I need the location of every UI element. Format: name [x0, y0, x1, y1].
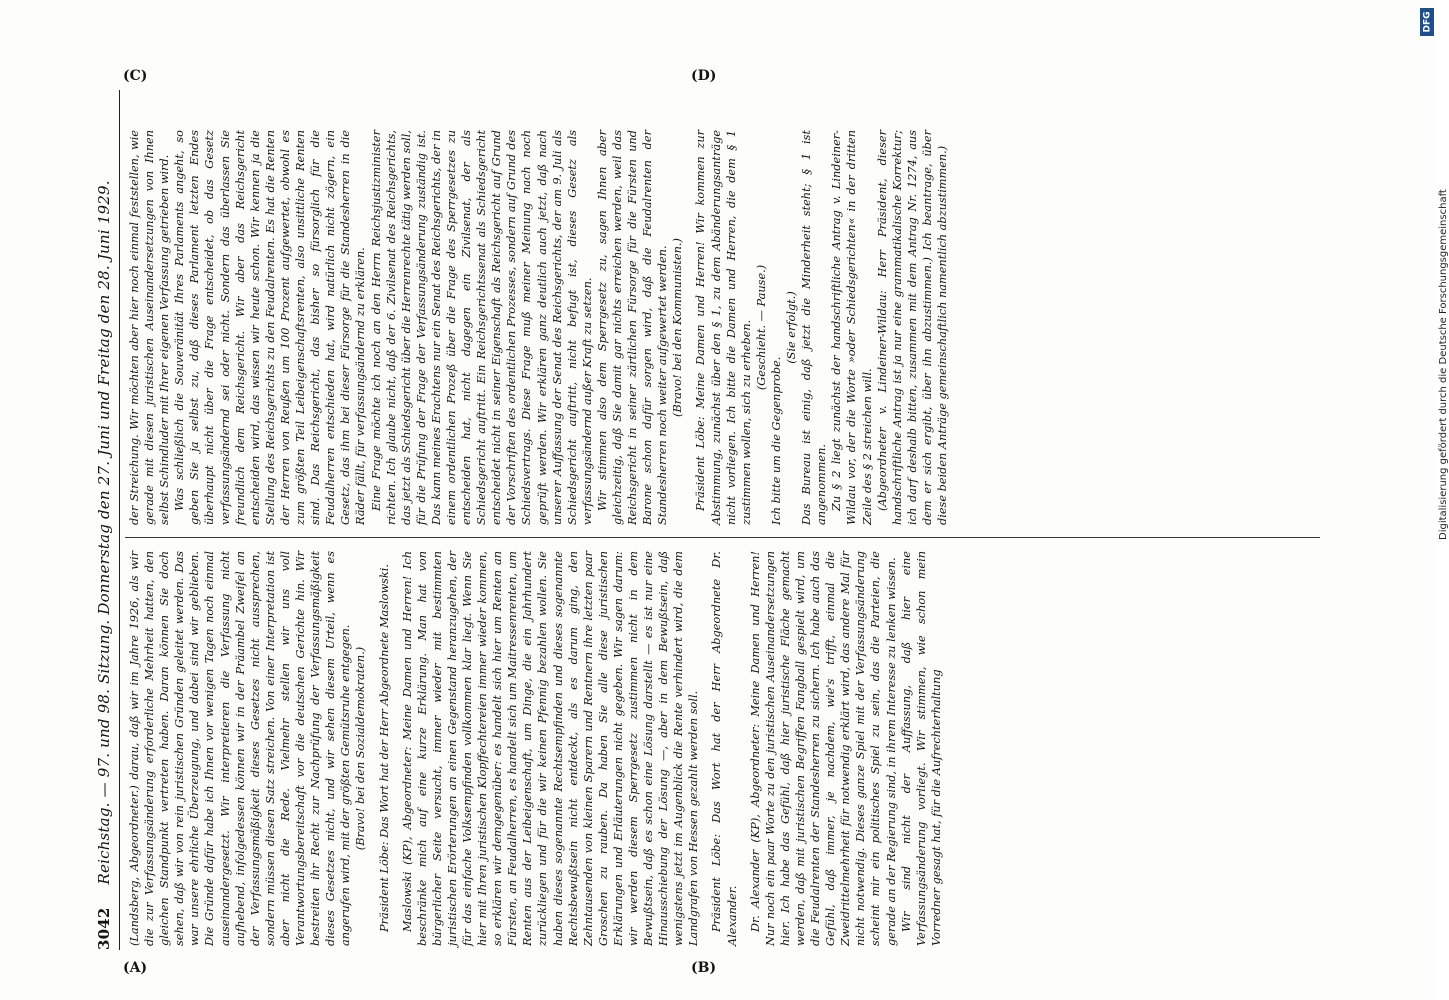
page-header — [95, 90, 117, 950]
paragraph: Wir sind nicht der Auffassung, daß hier eine Verfassungsänderung vorliegt. Wir stimmen, wie schon mein Vorredner gesagt hat, für die Aufrechterhaltung — [899, 551, 943, 946]
paragraph: Präsident Löbe: Das Wort hat der Herr Abgeordnete Dr. Alexander. — [710, 551, 739, 946]
rotated-page-content — [95, 68, 1325, 976]
paragraph: Dr. Alexander (KP), Abgeordneter: Meine Damen und Herren! Nur noch ein paar Worte zu den juristischen Auseinandersetzungen hier. Ich habe das Gefühl, daß hier juristische Fläche gemacht werden, daß mit juristischen Begriffen Fangball gespielt wird, um die Feudalrenten der Standesherren zu sichern. Ich habe auch das Gefühl, daß immer, je nachdem, wie's trifft, einmal die Zweidrittelmehrheit für notwendig erklärt wird, das andere Mal für nicht notwendig. Dieses ganze Spiel mit der Verfassungsänderung scheint mir ein politisches Spiel zu sein, das die Parteien, die gerade an der Regierung sind, in ihrem Interesse zu lenken wissen. — [748, 551, 898, 946]
paragraph: Was schließlich die Souveränität Ihres Parlaments angeht, so geben Sie ja selbst zu, daß dieses Parlament letzten Endes überhaupt nicht über die Frage entscheidet, ob das Gesetz verfassungsändernd sei oder nicht. Sondern das überlassen Sie freundlich dem Reichsgericht. Wir aber das Reichsgericht entscheiden wird, das wissen wir heute schon. Wir kennen ja die Stellung des Reichsgerichts zu den Feudalrenten. Es hat die Renten der Herren von Reußen um 100 Prozent aufgewertet, obwohl es zum größten Teil Leibeigenschaftsrenten, also unsittliche Renten sind. Das Reichsgericht, das bisher so fürsorglich für die Feudalherren entschieden hat, wird natürlich nicht zögern, ein Gesetz, das ihm bei dieser Fürsorge für die Standesherren in die Räder fällt, für verfassungsändernd zu erklären. — [173, 130, 368, 525]
session-title: Reichstag. — 97. und 98. Sitzung. Donnerstag den 27. Juni und Freitag den 28. Juni 1929. — [95, 180, 113, 885]
margin-marker-a: (A) — [123, 960, 148, 976]
margin-marker-d: (D) — [691, 68, 717, 84]
paragraph: Eine Frage möchte ich noch an den Herrn Reichsjustizminister richten. Ich glaube nicht, daß der 6. Zivilsenat des Reichsgerichts, das jetzt als Schiedsgericht über die Herrenrechte tätig werden soll, für die Prüfung der Frage der Verfassungsänderung zuständig ist. Das kann meines Erachtens nur ein Senat des Reichsgerichts, der in einem ordentlichen Prozeß über die Frage des Sperrgesetzes zu entscheiden hat, nicht dagegen ein Zivilsenat, der als Schiedsgericht auftritt. Ein Reichsgerichtssenat als Schiedsgericht entscheidet nicht in seiner Eigenschaft als Reichsgericht auf Grund der Vorschriften des ordentlichen Prozesses, sondern auf Grund des Schiedsvertrags. Diese Frage muß meiner Meinung nach noch geprüft werden. Wir erklären ganz deutlich auch jetzt, daß nach unserer Auffassung der Senat des Reichsgerichts, der am 9. Juli als Schiedsgericht auftritt, nicht befugt ist, dieses Gesetz als verfassungsändernd außer Kraft zu setzen. — [369, 130, 594, 525]
dfg-logo: DFG — [1420, 8, 1434, 36]
paragraph: (Bravo! bei den Kommunisten.) — [671, 238, 685, 417]
page-number: 3042 — [95, 907, 113, 950]
text-column-right — [127, 130, 1317, 525]
paragraph: Ich bitte um die Gegenprobe. — [769, 356, 783, 525]
paragraph: (Bravo! bei den Sozialdemokraten.) — [354, 646, 368, 851]
paragraph: der Streichung. Wir möchten aber hier noch einmal feststellen, wie gerade mit diesen juristischen Auseinandersetzungen von Ihnen selbst Schindluder mit Ihrer eigenen Verfassung getrieben wird. — [128, 130, 172, 525]
margin-marker-c: (C) — [123, 68, 148, 84]
header-rule — [119, 90, 120, 950]
margin-marker-b: (B) — [691, 960, 717, 976]
paragraph: (Abgeordneter v. Lindeiner-Wildau: Herr Präsident, dieser handschriftliche Antrag ist ja nur eine grammatikalische Korrektur; ich darf deshalb bitten, zusammen mit dem Antrag Nr. 1274, aus dem er sich ergibt, über ihn abzustimmen.) Ich beantrage, über diese beiden Anträge gemeinschaftlich namentlich abzustimmen.) — [875, 130, 949, 525]
paragraph: (Landsberg, Abgeordneter.) darau, daß wir im Jahre 1926, als wir die zur Verfassungsänderung erforderliche Mehrheit hatten, den gleichen Standpunkt vertreten haben. Daran können Sie doch sehen, daß wir von rein juristischen Gründen geleitet werden. Das war unsere ehrliche Überzeugung, und dabei sind wir geblieben. Die Gründe dafür habe ich Ihnen vor wenigen Tagen noch einmal auseinandergesetzt. Wir interpretieren die Verfassung nicht aufhebend, infolgedessen können wir in der Präambel Zweifel an der Verfassungsmäßigkeit dieses Gesetzes nicht aussprechen, sondern müssen diesen Satz streichen. Von einer Interpretation ist aber nicht die Rede. Vielmehr stellen wir uns voll Verantwortungsbereitschaft vor die deutschen Gerichte hin. Wir bestreiten ihr Recht zur Nachprüfung der Verfassungsmäßigkeit dieses Gesetzes nicht, und wir sehen diesem Urteil, wenn es angerufen wird, mit der größten Gemütsruhe entgegen. — [128, 551, 353, 946]
paragraph: (Sie erfolgt.) — [785, 291, 799, 364]
paragraph: Wir stimmen also dem Sperrgesetz zu, sagen Ihnen aber gleichzeitig, daß Sie damit gar nichts erreichen werden, weil das Reichsgericht in seiner zärtlichen Fürsorge für die Fürsten und Barone schon dafür sorgen wird, daß die Feudalrenten der Standesherren noch weiter aufgewertet werden. — [595, 130, 670, 525]
paragraph: Maslowski (KP), Abgeordneter: Meine Damen und Herren! Ich beschränke mich auf eine kurze Erklärung. Man hat von bürgerlicher Seite versucht, immer wieder mit bestimmten juristischen Erörterungen an einen Gegenstand heranzugehen, der für das einfache Volksempfinden vollkommen klar liegt. Wenn Sie hier mit Ihren juristischen Klopffechtereien immer wieder kommen, so erklären wir demgegenüber: es handelt sich hier um Renten an Fürsten, an Feudalherren, es handelt sich um Maitressenrenten, um Renten aus der Leibeigenschaft, um Dinge, die ein Jahrhundert zurückliegen und für die wir keinen Pfennig bezahlen wollen. Sie haben dieses sogenannte Rechtsempfinden und dieses sogenannte Rechtsbewußtsein nicht entdeckt, als es darum ging, den Zehntausenden von kleinen Sparern und Rentnern ihre letzten paar Groschen zu rauben. Da haben Sie alle diese juristischen Erklärungen und Erläuterungen nicht gegeben. Wir sagen darum: wir werden diesem Sperrgesetz zustimmen nicht in dem Bewußtsein, daß es schon eine Lösung darstellt — es ist nur eine Hinausschiebung der Lösung —, aber in dem Bewußtsein, daß wenigstens jetzt im Augenblick die Rente verhindert wird, die dem Landgrafen von Hessen gezahlt werden soll. — [400, 551, 701, 946]
paragraph: Präsident Löbe: Das Wort hat der Herr Abgeordnete Maslowski. — [377, 564, 391, 932]
paragraph: Zu § 2 liegt zunächst der handschriftliche Antrag v. Lindeiner-Wildau vor, der die Worte »oder Schiedsgerichten« in der dritten Zeile des § 2 streichen will. — [830, 130, 874, 525]
text-column-left — [127, 551, 1317, 946]
column-divider — [125, 537, 1320, 538]
paragraph: Präsident Löbe: Meine Damen und Herren! Wir kommen zur Abstimmung, zunächst über den § 1, zu dem Abänderungsanträge nicht vorliegen. Ich bitte die Damen und Herren, die dem § 1 zustimmen wollen, sich zu erheben. — [694, 130, 753, 525]
paragraph: Das Bureau ist einig, daß jetzt die Minderheit steht; § 1 ist angenommen. — [800, 130, 829, 525]
digitization-credit: Digitalisierung gefördert durch die Deutsche Forschungsgemeinschaft — [1438, 189, 1449, 540]
paragraph: (Geschieht. — Pause.) — [754, 264, 768, 391]
